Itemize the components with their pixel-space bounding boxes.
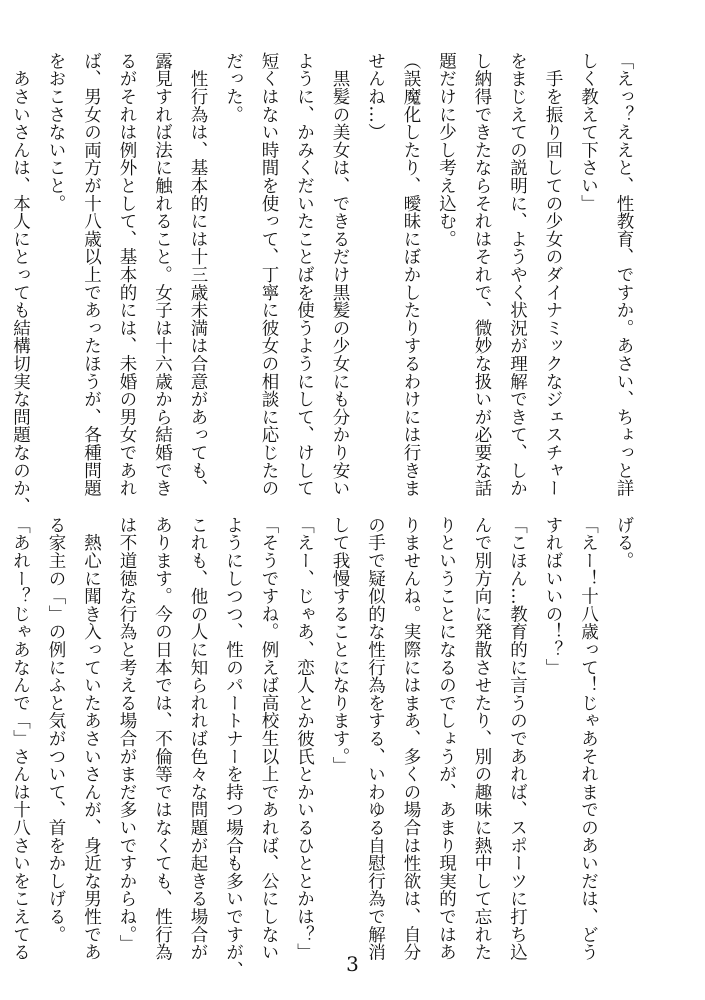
text-line: 手を振り回しての少女のダイナミックなジェスチャー bbox=[543, 52, 563, 497]
text-line: 「そうですね。例えば高校生以上であれば、公にしない bbox=[259, 516, 279, 961]
text-line: 「えっ？ええと、性教育、ですか。あさい、ちょっと詳 bbox=[614, 52, 634, 497]
text-line: 黒髪の美女は、できるだけ黒髪の少女にも分かり安い bbox=[330, 52, 350, 497]
text-line: 題だけに少し考え込む。 bbox=[436, 52, 457, 248]
text-line: （誤魔化したり、曖昧にぼかしたりするわけには行きま bbox=[401, 52, 421, 497]
text-line: して我慢することになります。」 bbox=[330, 516, 350, 775]
text-line bbox=[0, 52, 2, 492]
text-line: せんね…） bbox=[365, 52, 386, 141]
text-line: りませんね。実際にはまあ、多くの場合は性欲は、自分 bbox=[401, 516, 421, 961]
text-line: だった。 bbox=[223, 52, 244, 124]
text-line: 性行為は、基本的には十三歳未満は合意があっても、 bbox=[188, 52, 208, 497]
text-line: ように、かみくだいたことばを使うようにして、けして bbox=[294, 52, 315, 497]
text-block-top bbox=[10, 52, 641, 515]
text-line: をおこさないこと。 bbox=[46, 52, 66, 213]
text-line: あさいさんは、本人にとっても結構切実な問題なのか、 bbox=[10, 52, 31, 515]
text-line: る家主の「」の例にふと気がついて、首をかしげる。 bbox=[46, 516, 66, 944]
text-line: 短くはない時間を使って、丁寧に彼女の相談に応じたの bbox=[259, 52, 279, 497]
text-line: すればいいの！？」 bbox=[543, 516, 563, 677]
text-block-bottom bbox=[10, 516, 641, 979]
text-line: をまじえての説明に、ようやく状況が理解できて、しか bbox=[507, 52, 528, 497]
text-line: しく教えて下さい」 bbox=[578, 52, 599, 213]
text-line: ようにしつつ、性のパートナーを持つ場合も多いですが、 bbox=[223, 516, 244, 979]
text-line: 「えー、じゃあ、恋人とか彼氏とかいるひととかは？」 bbox=[294, 516, 315, 961]
text-line: 「こほん…教育的に言うのであれば、スポーツに打ち込 bbox=[507, 516, 528, 961]
text-line: りということになるのでしょうが、あまり現実的ではあ bbox=[436, 516, 457, 961]
text-line: は不道徳な行為と考える場合がまだ多いですからね。」 bbox=[117, 516, 137, 953]
text-line: 「あれー？じゃあなんで「」さんは十八さいをこえてる bbox=[10, 516, 31, 961]
text-line: これも、他の人に知られれば色々な問題が起きる場合が bbox=[188, 516, 208, 961]
text-line: るがそれは例外として、基本的には、未婚の男女であれ bbox=[117, 52, 137, 497]
text-line: ば、男女の両方が十八歳以上であったほうが、各種問題 bbox=[81, 52, 102, 497]
text-line: の手で疑似的な性行為をする、いわゆる自慰行為で解消 bbox=[365, 516, 386, 961]
text-line: げる。 bbox=[614, 516, 634, 570]
text-line: あります。今の日本では、不倫等ではなくても、性行為 bbox=[152, 516, 173, 961]
text-line: し納得できたならそれはそれで、微妙な扱いが必要な話 bbox=[472, 52, 492, 497]
text-line: 熱心に聞き入っていたあさいさんが、身近な男性であ bbox=[81, 516, 102, 961]
text-line: 露見すれば法に触れること。女子は十六歳から結婚でき bbox=[152, 52, 173, 497]
text-line: 「えー！十八歳って！じゃあそれまでのあいだは、どう bbox=[578, 516, 599, 961]
page-number: 3 bbox=[346, 952, 359, 976]
text-line: んで別方向に発散させたり、別の趣味に熱中して忘れた bbox=[472, 516, 492, 961]
